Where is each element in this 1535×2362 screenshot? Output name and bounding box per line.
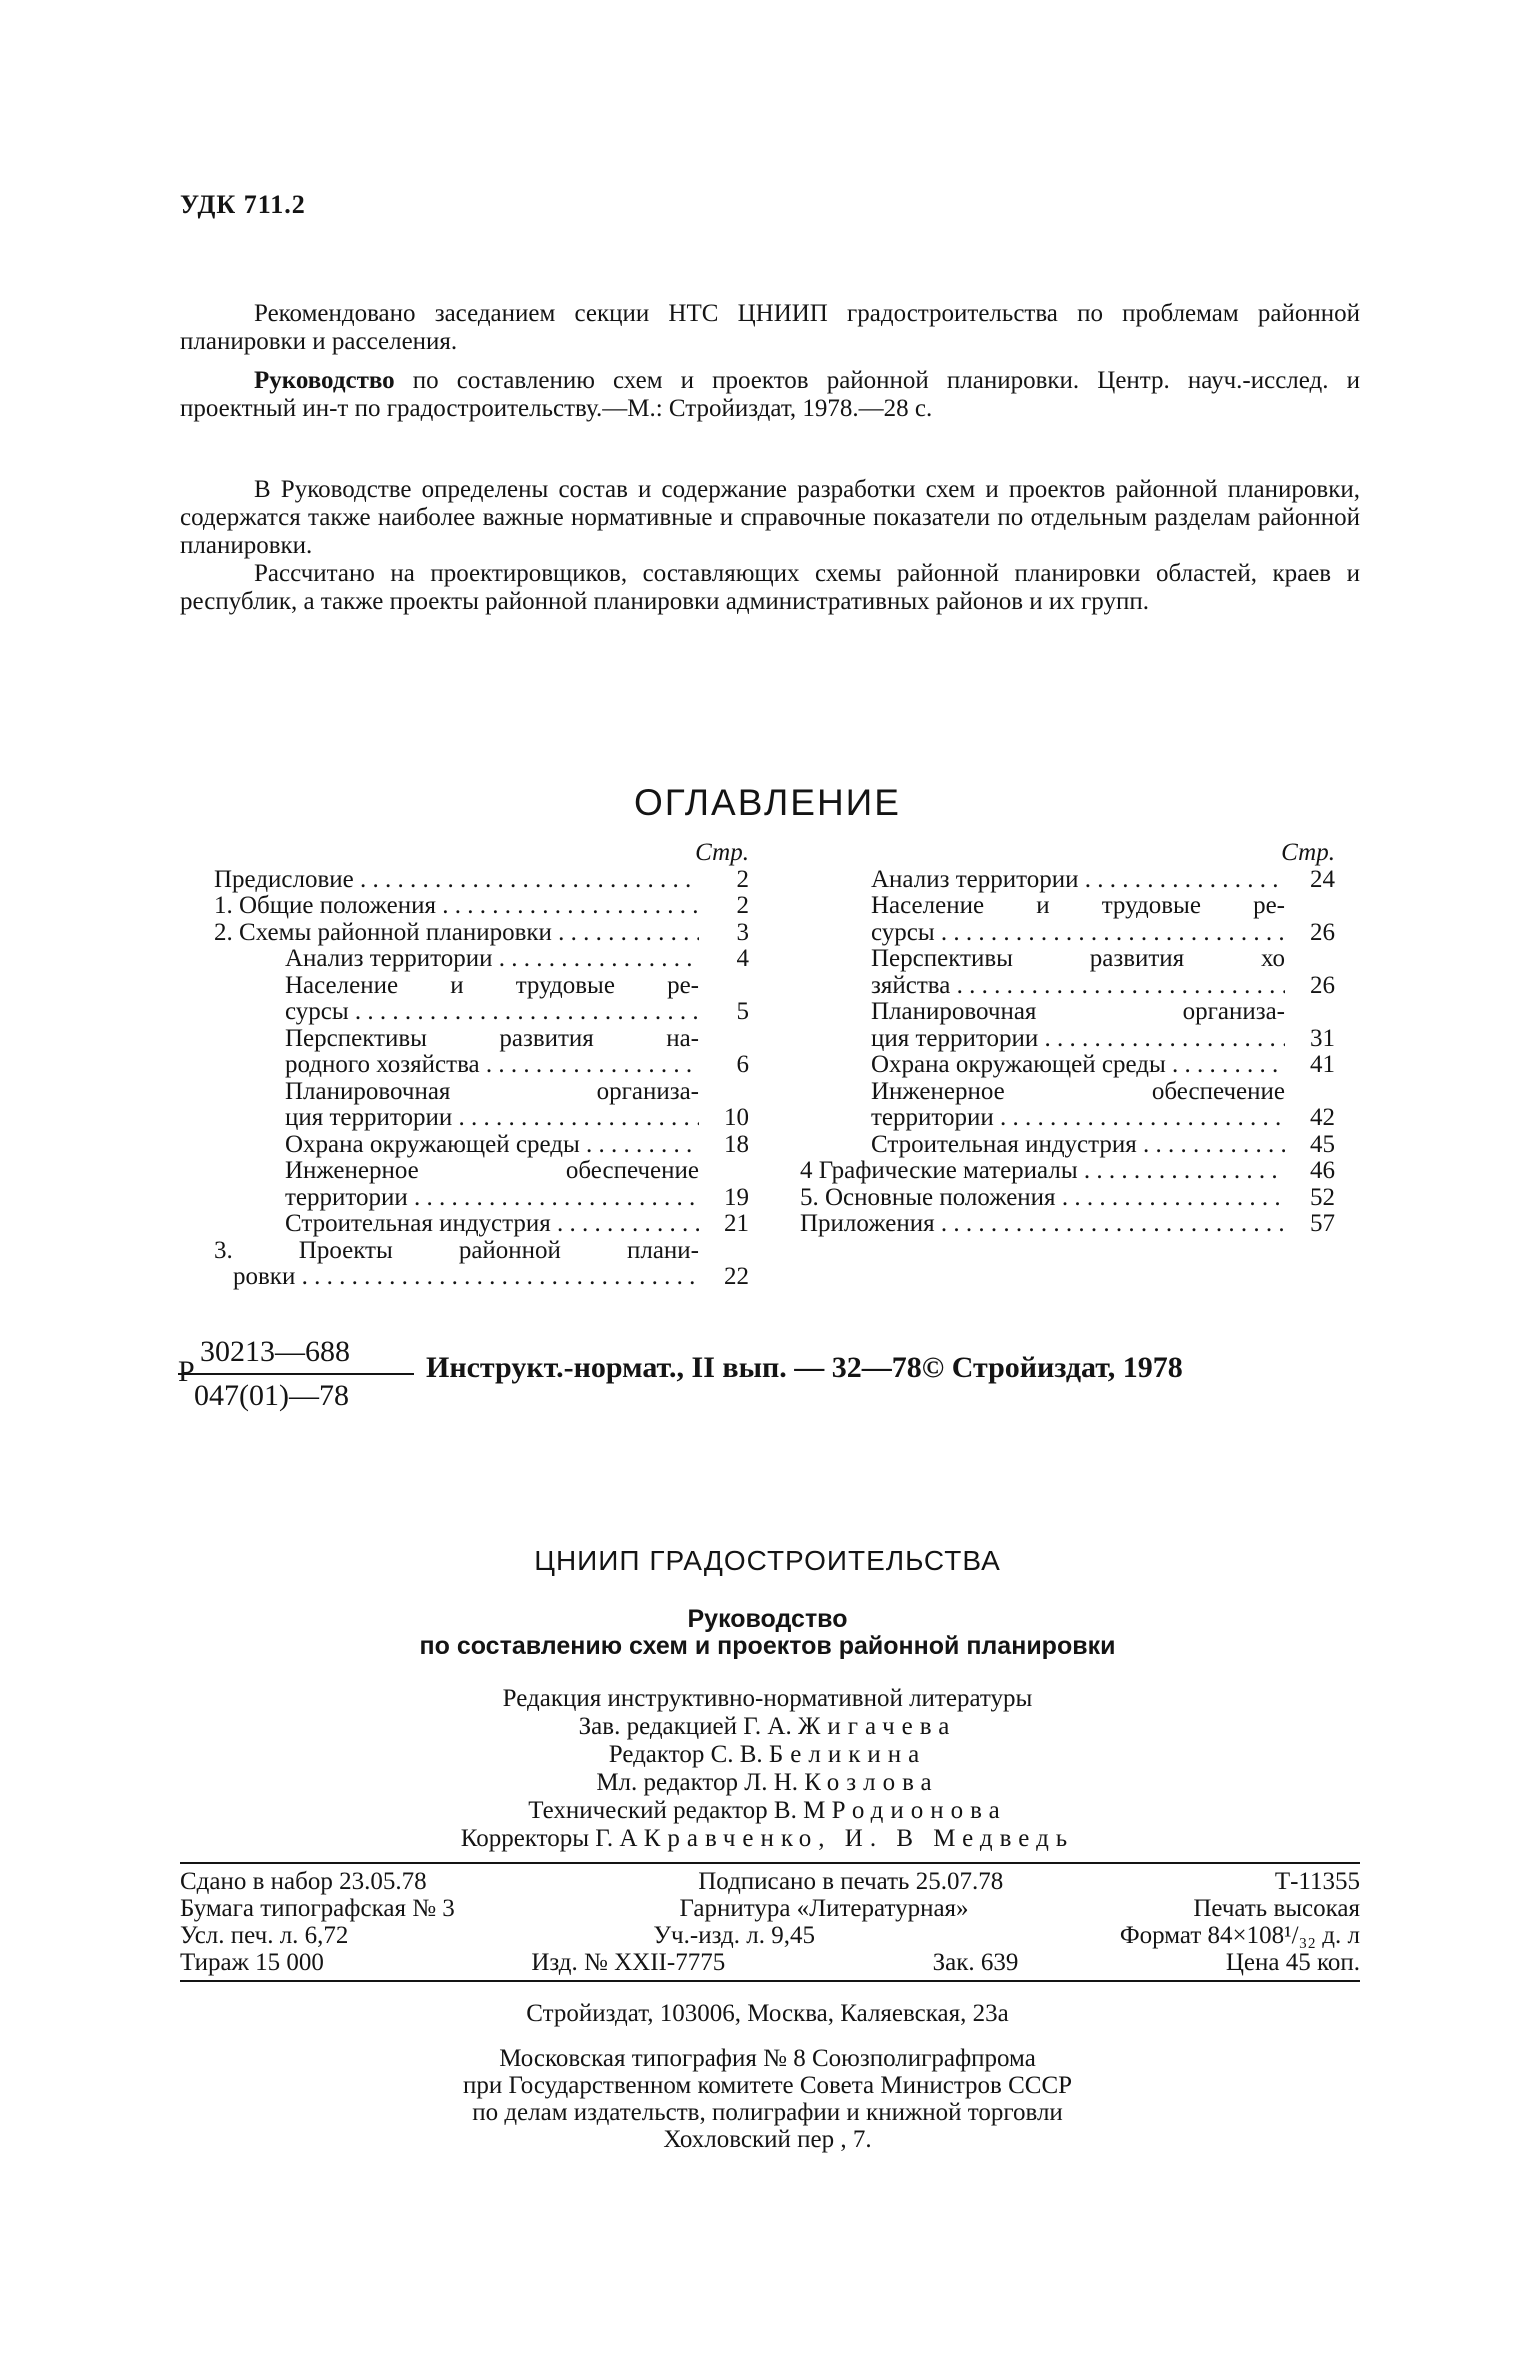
printer-line: Хохловский пер , 7. [663,2126,872,2153]
imprint-text: Инструкт.-нормат., II вып. — 32—78© Стройиздат, 1978 [426,1351,1183,1384]
toc-entry-page: 5 [736,998,749,1025]
abstract-paragraph-1: В Руководстве определены состав и содержание разработки схем и проектов районной планировки, содержатся также наиболее важные нормативные и справочные показатели по отдельным разделам районной планировки. [180,476,1360,559]
toc-entry-title: Перспективы развития на- [285,1025,699,1052]
toc-entry [800,1185,1335,1212]
toc-entry-page: 24 [1310,865,1335,893]
toc-entry-page: 2 [736,865,749,893]
toc-entry-page: 22 [724,1263,749,1290]
toc-entry-title: 5. Основные положения . . . [800,1185,1285,1212]
toc-entry [800,1079,1335,1106]
toc-entry [214,1185,749,1212]
credit-role: Мл. редактор Л. Н. [596,1769,805,1796]
toc-entry-title: Инженерное обеспечение [285,1158,699,1184]
divider-bottom [180,1980,1360,1982]
toc-entry [800,1052,1335,1079]
toc-entry [214,1079,749,1106]
toc-entry-title: ция территории . . . [800,1026,1285,1053]
toc-entry-title: Охрана окружающей среды . . . [214,1132,699,1159]
toc-entry [214,920,749,947]
toc-entry-title: Инженерное обеспечение [871,1078,1285,1105]
imprint-prefix: Р [178,1355,195,1388]
tech-cell: Печать высокая [1193,1895,1360,1922]
toc-entry-page: 10 [724,1104,749,1131]
toc-entry [214,1052,749,1079]
toc-entry-page: 19 [724,1183,749,1211]
toc-entry-page: 18 [724,1130,749,1158]
toc-entry [214,1238,749,1265]
credit-name: Родионова [831,1797,1007,1824]
credit-line [0,1797,1535,1825]
tech-cell: Усл. печ. л. 6,72 [180,1922,349,1949]
toc-entry-page: 46 [1310,1157,1335,1184]
credit-role: Корректоры Г. А [460,1825,644,1852]
credits-block [0,1685,1535,1853]
toc-entry-title: зяйства . . . [800,973,1285,1000]
tech-cell: Тираж 15 000 [180,1949,324,1976]
toc-entry-title: 3. Проекты районной плани- [214,1237,699,1264]
toc-entry [800,999,1335,1026]
toc-entry-title: Охрана окружающей среды . . . [800,1052,1285,1079]
toc-entry-page: 6 [736,1051,749,1078]
institute-name: ЦНИИП ГРАДОСТРОИТЕЛЬСТВА [534,1545,1001,1576]
credit-name: Козлова [804,1769,939,1796]
printer-block [0,2045,1535,2153]
toc-entry [800,1158,1335,1185]
toc-right-column [800,840,1335,1238]
toc-entry [214,867,749,894]
toc-entry [800,920,1335,947]
toc-entry [800,1026,1335,1053]
toc-entry-title: Население и трудовые ре- [285,972,699,999]
fraction-bar [178,1373,414,1375]
toc-entry-page: 41 [1310,1051,1335,1078]
credit-line [0,1685,1535,1713]
toc-entry-title: территории . . . [800,1105,1285,1132]
toc-entry-title: сурсы . . . [214,999,699,1026]
udk-code: УДК 711.2 [180,190,306,219]
tech-cell: Зак. 639 [932,1949,1019,1976]
credit-line [0,1769,1535,1797]
toc-entry-title: Строительная индустрия . . . [800,1132,1285,1159]
credit-role: Редактор С. В. [608,1741,769,1768]
toc-page-header: Стр. [695,839,749,866]
toc-entry [800,1211,1335,1238]
toc-entry-title: Приложения . . . [800,1211,1285,1238]
bib-title: Руководство [254,367,395,394]
toc-entry-page: 45 [1310,1130,1335,1158]
toc-entry-title: Анализ территории . . . [800,867,1285,894]
toc-entry-title: Планировочная организа- [285,1078,699,1105]
abstract-paragraph-2: Рассчитано на проектировщиков, составляющих схемы районной планировки областей, краев и республик, а также проекты районной планировки административных районов и их групп. [180,560,1360,615]
tech-cell: Изд. № XXII-7775 [531,1949,726,1976]
toc-entry-title: сурсы . . . [800,920,1285,947]
toc-entry [214,1132,749,1159]
toc-entry [214,1105,749,1132]
toc-entry-title: Анализ территории . . . [214,946,699,973]
toc-entry [214,1211,749,1238]
toc-entry [800,1132,1335,1159]
toc-entry-page: 31 [1310,1024,1335,1052]
toc-entry-title: Строительная индустрия . . . [214,1211,699,1238]
bib-details: по составлению схем и проектов районной планировки. Центр. науч.-исслед. и проектный ин-т по градостроительству.—М.: Стройиздат, 1978.—28 с. [180,367,1360,422]
toc-entry-title: территории . . . [214,1185,699,1212]
toc-title: ОГЛАВЛЕНИЕ [634,782,901,823]
tech-cell: Цена 45 коп. [1225,1949,1360,1976]
toc-entry-page: 26 [1310,918,1335,946]
toc-entry-title: Планировочная организа- [871,999,1285,1025]
toc-entry-title: Предисловие . . . [214,867,699,894]
imprint-line [178,1335,1378,1425]
abstract [180,476,1360,616]
toc-entry [214,946,749,973]
tech-cell: Бумага типографская № 3 [180,1895,455,1922]
credit-name: Беликина [768,1741,927,1768]
toc-left-column [214,840,749,1291]
printer-line: Московская типография № 8 Союзполиграфпрома [499,2045,1036,2072]
toc-entry [800,946,1335,973]
tech-cell: Подписано в печать 25.07.78 [698,1868,1004,1895]
toc-entry [214,999,749,1026]
toc-entry-title: ровки . . . [214,1264,699,1291]
toc-entry [214,893,749,920]
tech-cell: Уч.-изд. л. 9,45 [653,1922,815,1949]
imprint-numerator: 30213—688 [200,1335,350,1368]
toc-entry-title: Население и трудовые ре- [871,893,1285,919]
toc-entry-title: 1. Общие положения . . . [214,893,699,920]
credit-name: Кравченко, И. В Медведь [643,1825,1075,1852]
credit-role: Зав. редакцией Г. А. [578,1713,798,1740]
imprint-denominator: 047(01)—78 [194,1379,349,1412]
toc-entry [214,973,749,1000]
publisher-address: Стройиздат, 103006, Москва, Каляевская, 23а [526,2000,1009,2027]
credit-line [0,1713,1535,1741]
toc-entry-page: 57 [1310,1210,1335,1237]
credit-role: Редакция инструктивно-нормативной литературы [502,1685,1033,1712]
credit-role: Технический редактор В. М [528,1797,832,1824]
toc-entry [800,867,1335,894]
toc-page-header: Стр. [1281,839,1335,866]
toc-entry-title: 4 Графические материалы . . . [800,1158,1285,1185]
tech-cell: Т-11355 [1274,1868,1360,1895]
toc-entry-page: 3 [736,918,749,946]
toc-entry-page: 26 [1310,971,1335,999]
toc-entry-page: 2 [736,892,749,919]
toc-entry-page: 42 [1310,1104,1335,1131]
book-title-sub: по составлению схем и проектов районной планировки [419,1632,1116,1660]
tech-cell: Сдано в набор 23.05.78 [180,1868,427,1895]
toc-entry-title: 2. Схемы районной планировки . . . [214,920,699,947]
toc-entry [214,1264,749,1291]
tech-cell: Гарнитура «Литературная» [679,1895,969,1922]
recommendation-text: Рекомендовано заседанием секции НТС ЦНИИП градостроительства по проблемам районной планировки и расселения. [180,300,1360,355]
bibliographic-entry [180,367,1360,423]
printer-line: по делам издательств, полиграфии и книжной торговли [472,2099,1063,2126]
tech-row [180,1895,1360,1923]
tech-row [180,1949,1360,1977]
toc-entry-page: 52 [1310,1183,1335,1211]
toc-entry [800,893,1335,920]
toc-entry-title: ция территории . . . [214,1105,699,1132]
toc-entry [800,973,1335,1000]
tech-row [180,1922,1360,1950]
credit-name: Жигачева [797,1713,957,1740]
toc-entry [800,1105,1335,1132]
book-title-main: Руководство [687,1605,848,1633]
credit-line [0,1741,1535,1769]
toc-entry-page: 21 [724,1210,749,1237]
toc-entry-title: родного хозяйства . . . [214,1052,699,1079]
divider-top [180,1862,1360,1864]
toc-entry [214,1026,749,1053]
toc-entry-page: 4 [736,945,749,972]
credit-line [0,1825,1535,1853]
tech-cell: Формат 84×108¹/₃₂ д. л [1119,1922,1360,1949]
toc-entry-title: Перспективы развития хо [871,946,1285,972]
tech-row [180,1868,1360,1896]
toc-entry [214,1158,749,1185]
printer-line: при Государственном комитете Совета Министров СССР [462,2072,1073,2099]
